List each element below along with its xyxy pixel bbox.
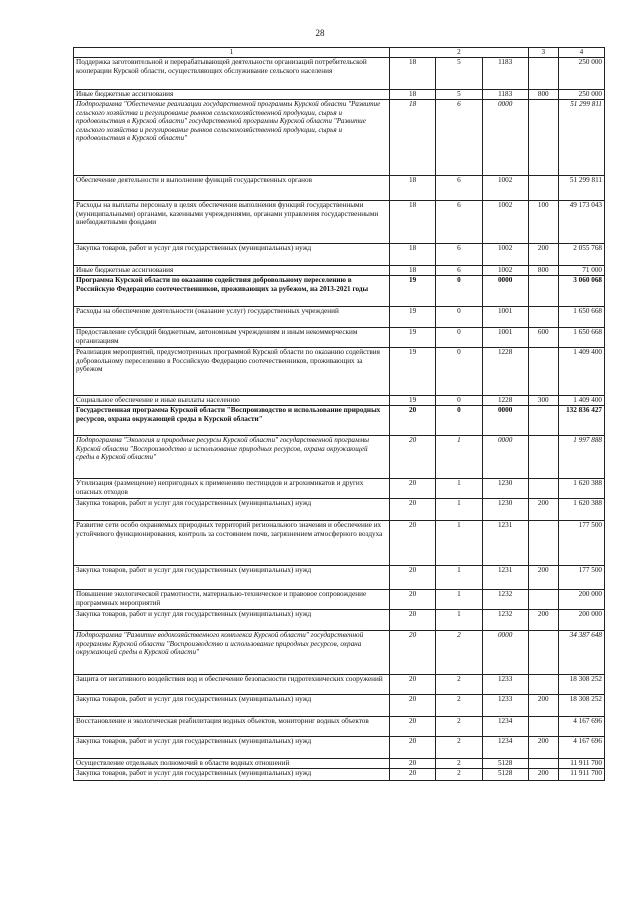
row-sum: 51 299 811 — [558, 100, 604, 176]
row-code-c: 1228 — [482, 396, 528, 406]
row-code-a: 18 — [390, 100, 436, 176]
row-code-c: 1002 — [482, 201, 528, 244]
row-code-c: 1183 — [482, 90, 528, 100]
row-sum: 177 500 — [558, 566, 604, 590]
row-code-a: 20 — [390, 695, 436, 717]
row-code-b: 2 — [436, 717, 482, 737]
row-name: Реализация мероприятий, предусмотренных программой Курской области по оказанию содействия добровольному переселению в Российскую Федерацию соотечественников, проживающих за рубежом — [74, 348, 390, 396]
row-code-a: 20 — [390, 406, 436, 436]
table-row — [74, 631, 605, 675]
table-row — [74, 244, 605, 266]
row-name: Осуществление отдельных полномочий в области водных отношений — [74, 759, 390, 769]
row-sum: 250 000 — [558, 90, 604, 100]
row-expense-type — [528, 436, 558, 479]
row-code-b: 1 — [436, 590, 482, 610]
row-expense-type — [528, 590, 558, 610]
row-code-c: 1001 — [482, 307, 528, 328]
row-expense-type: 200 — [528, 737, 558, 759]
row-expense-type — [528, 100, 558, 176]
row-code-b: 0 — [436, 406, 482, 436]
row-name: Предоставление субсидий бюджетным, автономным учреждениям и иным некоммерческим организациям — [74, 328, 390, 348]
row-code-a: 20 — [390, 759, 436, 769]
row-code-b: 2 — [436, 737, 482, 759]
row-code-b: 2 — [436, 675, 482, 695]
header-col-1: 1 — [74, 48, 390, 58]
table-header — [74, 48, 605, 58]
row-code-c: 1001 — [482, 328, 528, 348]
row-code-c: 1002 — [482, 266, 528, 276]
row-code-c: 1002 — [482, 244, 528, 266]
table-row — [74, 717, 605, 737]
row-name: Подпрограмма "Экология и природные ресурсы Курской области" государственной программы Курской области "Воспроизводство и использование природных ресурсов, охрана окружающей среды в Курской области" — [74, 436, 390, 479]
row-code-a: 20 — [390, 737, 436, 759]
row-code-c: 0000 — [482, 631, 528, 675]
row-name: Расходы на обеспечение деятельности (оказание услуг) государственных учреждений — [74, 307, 390, 328]
row-code-c: 1233 — [482, 675, 528, 695]
row-name: Расходы на выплаты персоналу в целях обеспечения выполнения функций государственными (муниципальными) органами, казенными учреждениями, органами управления государственными внебюджетными фондами — [74, 201, 390, 244]
row-name: Утилизация (размещение) непригодных к применению пестицидов и агрохимикатов и других опасных отходов — [74, 479, 390, 499]
row-code-a: 20 — [390, 479, 436, 499]
row-code-a: 18 — [390, 201, 436, 244]
row-code-c: 1230 — [482, 499, 528, 521]
row-expense-type — [528, 276, 558, 307]
row-code-b: 0 — [436, 307, 482, 328]
row-expense-type: 200 — [528, 610, 558, 631]
row-code-a: 20 — [390, 631, 436, 675]
row-code-c: 1230 — [482, 479, 528, 499]
row-sum: 71 000 — [558, 266, 604, 276]
row-expense-type — [528, 348, 558, 396]
table-body — [74, 58, 605, 781]
table-row — [74, 521, 605, 566]
row-code-a: 18 — [390, 90, 436, 100]
row-code-b: 1 — [436, 479, 482, 499]
table-row — [74, 479, 605, 499]
row-sum: 2 055 768 — [558, 244, 604, 266]
row-code-c: 0000 — [482, 276, 528, 307]
row-name: Закупка товаров, работ и услуг для государственных (муниципальных) нужд — [74, 244, 390, 266]
table-row — [74, 499, 605, 521]
table-row — [74, 737, 605, 759]
row-sum: 1 620 388 — [558, 499, 604, 521]
row-code-b: 6 — [436, 176, 482, 201]
row-code-b: 2 — [436, 631, 482, 675]
row-code-c: 1234 — [482, 717, 528, 737]
row-code-a: 18 — [390, 58, 436, 90]
row-code-a: 18 — [390, 244, 436, 266]
row-code-b: 2 — [436, 695, 482, 717]
row-expense-type — [528, 759, 558, 769]
row-code-a: 20 — [390, 521, 436, 566]
row-name: Подпрограмма "Обеспечение реализации государственной программы Курской области "Развитие сельского хозяйства и регулирование рынков сельскохозяйственной продукции, сырья и продовольствия в Курской области" государственной программы Курской области "Развитие сельского хозяйства и регулирование рынков сельскохозяйственной продукции, сырья и продовольствия в Курской области" — [74, 100, 390, 176]
row-code-a: 20 — [390, 769, 436, 781]
row-sum: 3 060 068 — [558, 276, 604, 307]
row-code-b: 2 — [436, 759, 482, 769]
row-sum: 4 167 696 — [558, 737, 604, 759]
row-code-a: 18 — [390, 266, 436, 276]
row-code-a: 20 — [390, 499, 436, 521]
row-code-c: 1234 — [482, 737, 528, 759]
row-name: Защита от негативного воздействия вод и обеспечение безопасности гидротехнических сооружений — [74, 675, 390, 695]
row-code-a: 19 — [390, 328, 436, 348]
row-expense-type: 800 — [528, 90, 558, 100]
table-row — [74, 276, 605, 307]
row-sum: 1 650 668 — [558, 307, 604, 328]
row-code-a: 20 — [390, 436, 436, 479]
row-sum: 200 000 — [558, 610, 604, 631]
table-row — [74, 396, 605, 406]
row-sum: 200 000 — [558, 590, 604, 610]
table-row — [74, 100, 605, 176]
row-code-a: 20 — [390, 610, 436, 631]
row-sum: 1 409 400 — [558, 396, 604, 406]
row-code-c: 1232 — [482, 590, 528, 610]
row-sum: 177 500 — [558, 521, 604, 566]
budget-table — [73, 47, 605, 781]
row-name: Социальное обеспечение и иные выплаты населению — [74, 396, 390, 406]
row-sum: 1 620 388 — [558, 479, 604, 499]
row-name: Иные бюджетные ассигнования — [74, 90, 390, 100]
header-col-4: 4 — [558, 48, 604, 58]
table-row — [74, 176, 605, 201]
row-expense-type — [528, 58, 558, 90]
table-row — [74, 436, 605, 479]
row-sum: 250 000 — [558, 58, 604, 90]
table-row — [74, 759, 605, 769]
row-code-a: 19 — [390, 396, 436, 406]
row-expense-type: 100 — [528, 201, 558, 244]
row-sum: 11 911 700 — [558, 769, 604, 781]
row-code-b: 1 — [436, 610, 482, 631]
row-sum: 132 836 427 — [558, 406, 604, 436]
row-code-b: 0 — [436, 328, 482, 348]
row-code-c: 1002 — [482, 176, 528, 201]
row-sum: 51 299 811 — [558, 176, 604, 201]
row-code-b: 2 — [436, 769, 482, 781]
table-row — [74, 266, 605, 276]
row-name: Восстановление и экологическая реабилитация водных объектов, мониторинг водных объектов — [74, 717, 390, 737]
table-row — [74, 695, 605, 717]
row-code-b: 6 — [436, 201, 482, 244]
row-code-c: 5128 — [482, 759, 528, 769]
header-col-2: 2 — [390, 48, 529, 58]
row-expense-type: 200 — [528, 695, 558, 717]
row-sum: 18 308 252 — [558, 675, 604, 695]
row-expense-type — [528, 479, 558, 499]
row-expense-type — [528, 717, 558, 737]
row-name: Обеспечение деятельности и выполнение функций государственных органов — [74, 176, 390, 201]
row-sum: 1 650 668 — [558, 328, 604, 348]
table-row — [74, 675, 605, 695]
row-expense-type: 300 — [528, 396, 558, 406]
row-sum: 1 409 400 — [558, 348, 604, 396]
row-sum: 4 167 696 — [558, 717, 604, 737]
table-row — [74, 566, 605, 590]
row-code-b: 1 — [436, 521, 482, 566]
row-code-a: 20 — [390, 717, 436, 737]
row-code-b: 6 — [436, 100, 482, 176]
row-expense-type: 800 — [528, 266, 558, 276]
table-row — [74, 610, 605, 631]
header-col-3: 3 — [528, 48, 558, 58]
table-row — [74, 58, 605, 90]
row-code-c: 5128 — [482, 769, 528, 781]
row-expense-type: 200 — [528, 499, 558, 521]
row-expense-type — [528, 307, 558, 328]
row-code-c: 0000 — [482, 436, 528, 479]
row-code-c: 1231 — [482, 566, 528, 590]
row-name: Закупка товаров, работ и услуг для государственных (муниципальных) нужд — [74, 737, 390, 759]
row-expense-type: 200 — [528, 566, 558, 590]
row-code-c: 1228 — [482, 348, 528, 396]
row-code-b: 6 — [436, 244, 482, 266]
table-row — [74, 328, 605, 348]
table-row — [74, 307, 605, 328]
row-sum: 49 173 043 — [558, 201, 604, 244]
row-expense-type — [528, 631, 558, 675]
row-code-a: 20 — [390, 590, 436, 610]
row-code-a: 18 — [390, 176, 436, 201]
row-code-c: 1233 — [482, 695, 528, 717]
row-expense-type: 600 — [528, 328, 558, 348]
row-code-b: 0 — [436, 348, 482, 396]
row-code-b: 6 — [436, 266, 482, 276]
table-row — [74, 90, 605, 100]
row-code-a: 19 — [390, 348, 436, 396]
row-sum: 18 308 252 — [558, 695, 604, 717]
table-row — [74, 769, 605, 781]
row-code-a: 20 — [390, 566, 436, 590]
row-name: Поддержка заготовительной и перерабатывающей деятельности организаций потребительской кооперации Курской области, осуществляющих обслуживание сельского населения — [74, 58, 390, 90]
row-name: Государственная программа Курской области "Воспроизводство и использование природных ресурсов, охрана окружающей среды в Курской области" — [74, 406, 390, 436]
row-code-b: 0 — [436, 276, 482, 307]
row-code-b: 1 — [436, 436, 482, 479]
row-expense-type: 200 — [528, 769, 558, 781]
row-sum: 1 997 888 — [558, 436, 604, 479]
table-row — [74, 348, 605, 396]
row-code-a: 20 — [390, 675, 436, 695]
row-code-c: 0000 — [482, 406, 528, 436]
table-row — [74, 406, 605, 436]
row-name: Закупка товаров, работ и услуг для государственных (муниципальных) нужд — [74, 695, 390, 717]
row-name: Закупка товаров, работ и услуг для государственных (муниципальных) нужд — [74, 610, 390, 631]
row-code-b: 0 — [436, 396, 482, 406]
row-sum: 34 387 648 — [558, 631, 604, 675]
row-code-b: 1 — [436, 499, 482, 521]
row-code-c: 1231 — [482, 521, 528, 566]
row-expense-type: 200 — [528, 244, 558, 266]
row-expense-type — [528, 521, 558, 566]
row-name: Закупка товаров, работ и услуг для государственных (муниципальных) нужд — [74, 499, 390, 521]
row-name: Программа Курской области по оказанию содействия добровольному переселению в Российскую Федерацию соотечественников, проживающих за рубежом, на 2013-2021 годы — [74, 276, 390, 307]
row-name: Подпрограмма "Развитие водохозяйственного комплекса Курской области" государственной программы Курской области "Воспроизводство и использование природных ресурсов, охрана окружающей среды в Курской области" — [74, 631, 390, 675]
table-row — [74, 201, 605, 244]
row-name: Закупка товаров, работ и услуг для государственных (муниципальных) нужд — [74, 769, 390, 781]
row-code-b: 1 — [436, 566, 482, 590]
row-expense-type — [528, 406, 558, 436]
table-row — [74, 590, 605, 610]
row-name: Закупка товаров, работ и услуг для государственных (муниципальных) нужд — [74, 566, 390, 590]
row-code-a: 19 — [390, 276, 436, 307]
row-code-a: 19 — [390, 307, 436, 328]
header-row — [74, 48, 605, 58]
row-name: Повышение экологической грамотности, материально-техническое и правовое сопровождение программных мероприятий — [74, 590, 390, 610]
row-expense-type — [528, 675, 558, 695]
row-code-b: 5 — [436, 58, 482, 90]
page-number: 28 — [315, 28, 325, 38]
row-code-c: 1232 — [482, 610, 528, 631]
row-code-b: 5 — [436, 90, 482, 100]
row-sum: 11 911 700 — [558, 759, 604, 769]
row-code-c: 0000 — [482, 100, 528, 176]
row-expense-type — [528, 176, 558, 201]
row-code-c: 1183 — [482, 58, 528, 90]
row-name: Развитие сети особо охраняемых природных территорий регионального значения и обеспечение их устойчивого функционирования, контроль за состоянием почв, загрязнением атмосферного воздуха — [74, 521, 390, 566]
row-name: Иные бюджетные ассигнования — [74, 266, 390, 276]
